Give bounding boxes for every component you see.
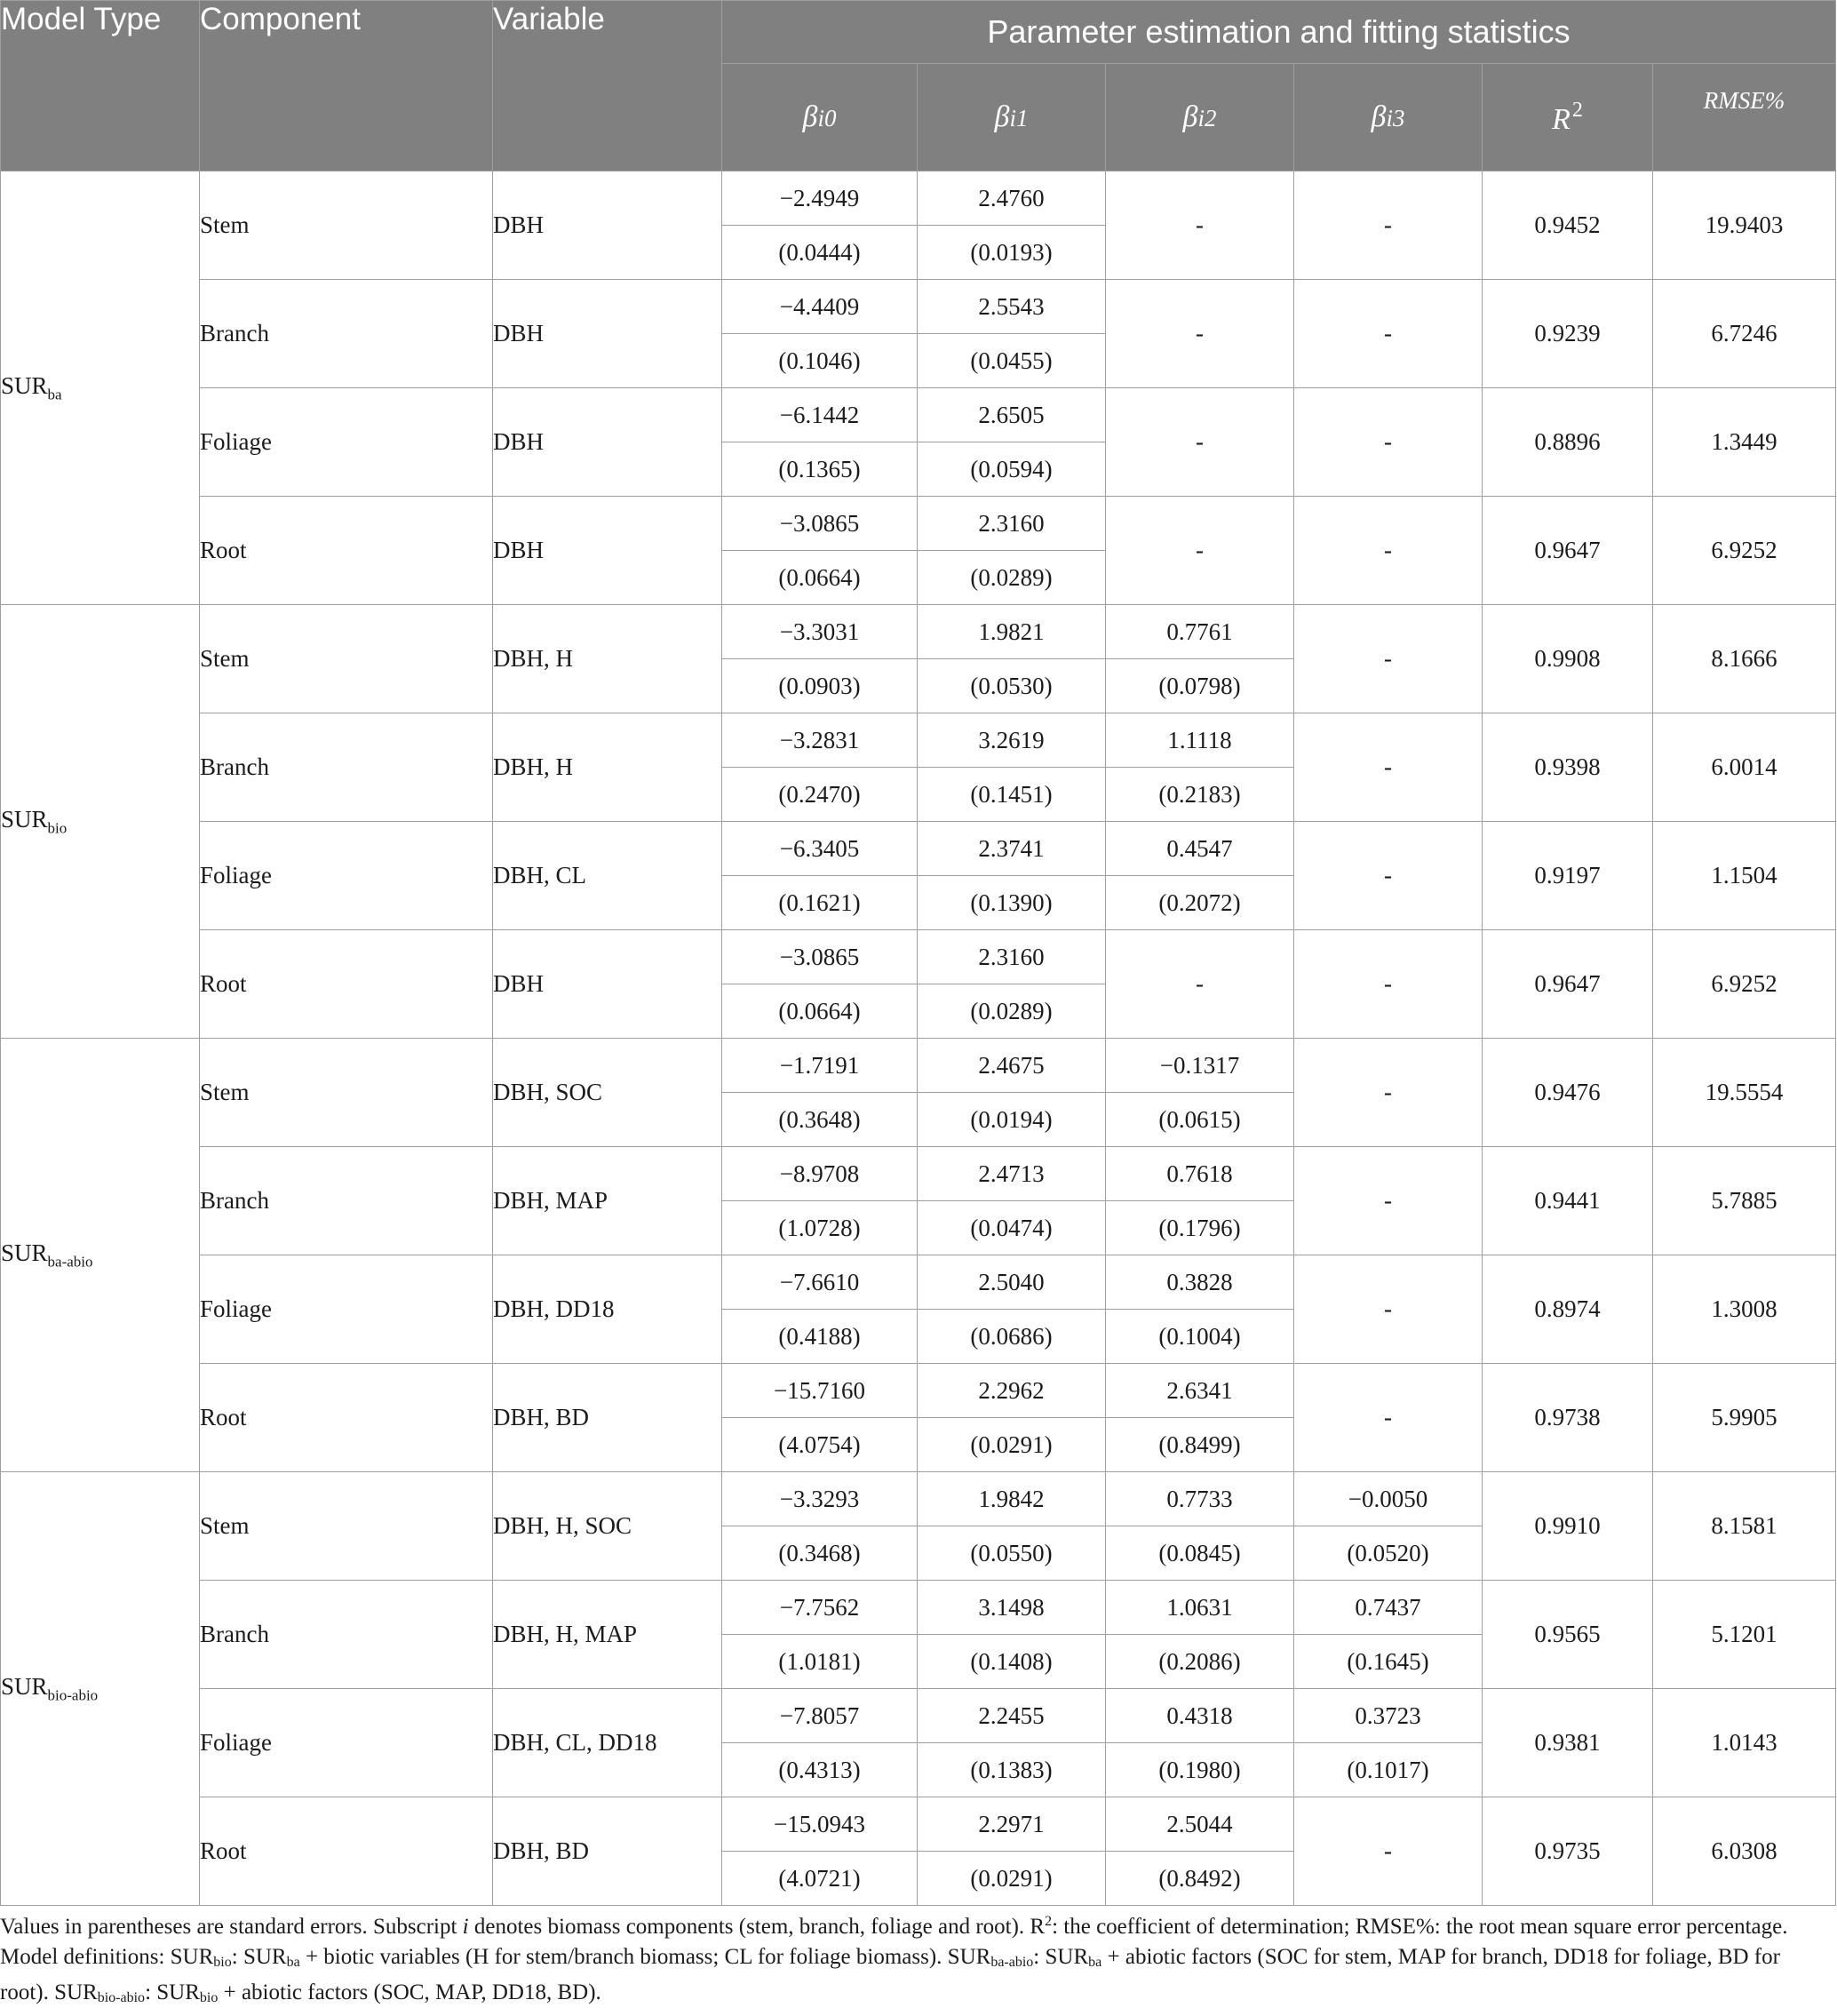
beta-0-std-error: (0.1365) [722,442,918,497]
beta-3-empty: - [1294,1147,1483,1255]
beta-0-std-error: (1.0181) [722,1635,918,1689]
r2-cell: 0.9398 [1483,713,1653,822]
table-row [1,1797,1836,1852]
beta-0-std-error: (0.0444) [722,226,918,280]
component-cell: Branch [200,280,493,388]
header-parameter-group: Parameter estimation and fitting statistics [722,1,1836,64]
beta-0-estimate: −6.1442 [722,388,918,442]
beta-3-estimate: −0.0050 [1294,1472,1483,1526]
model-type-subscript: ba [47,386,62,403]
beta-3-std-error: (0.0520) [1294,1526,1483,1581]
beta-2-std-error: (0.1004) [1106,1310,1294,1364]
model-type-label: SUR [1,1672,48,1700]
beta-2-estimate: 0.4547 [1106,822,1294,876]
r2-cell: 0.9565 [1483,1581,1653,1689]
component-cell: Branch [200,1581,493,1689]
variable-cell: DBH, DD18 [493,1255,722,1364]
beta-3-empty: - [1294,1364,1483,1472]
rmse-cell: 19.5554 [1653,1039,1836,1147]
component-cell: Stem [200,1472,493,1581]
rmse-cell: 1.3008 [1653,1255,1836,1364]
beta-2-std-error: (0.2086) [1106,1635,1294,1689]
beta-1-std-error: (0.0550) [918,1526,1106,1581]
beta-2-empty: - [1106,930,1294,1039]
beta-2-std-error: (0.2072) [1106,876,1294,930]
beta-3-empty: - [1294,497,1483,605]
beta-2-estimate: −0.1317 [1106,1039,1294,1093]
variable-cell: DBH, BD [493,1797,722,1906]
beta-2-estimate: 2.6341 [1106,1364,1294,1418]
header-beta-3: βi3 [1294,64,1483,171]
table-row [1,1581,1836,1635]
rmse-cell: 5.7885 [1653,1147,1836,1255]
beta-0-std-error: (0.1046) [722,334,918,388]
beta-1-std-error: (0.1390) [918,876,1106,930]
rmse-cell: 6.7246 [1653,280,1836,388]
beta-2-estimate: 1.0631 [1106,1581,1294,1635]
beta-2-std-error: (0.0845) [1106,1526,1294,1581]
beta-0-std-error: (4.0721) [722,1852,918,1906]
r2-cell: 0.9647 [1483,930,1653,1039]
header-component: Component [200,1,493,171]
component-cell: Foliage [200,1255,493,1364]
beta-3-empty: - [1294,822,1483,930]
rmse-cell: 6.9252 [1653,497,1836,605]
beta-1-std-error: (0.0686) [918,1310,1106,1364]
rmse-cell: 5.9905 [1653,1364,1836,1472]
beta-2-std-error: (0.1796) [1106,1201,1294,1255]
beta-0-std-error: (0.0664) [722,551,918,605]
table-row [1,1472,1836,1526]
r2-cell: 0.9908 [1483,605,1653,713]
table-row [1,1255,1836,1310]
beta-2-estimate: 0.7733 [1106,1472,1294,1526]
variable-cell: DBH, BD [493,1364,722,1472]
beta-1-estimate: 1.9821 [918,605,1106,659]
beta-1-estimate: 2.5040 [918,1255,1106,1310]
beta-2-estimate: 1.1118 [1106,713,1294,768]
beta-1-std-error: (0.0455) [918,334,1106,388]
header-beta-0: βi0 [722,64,918,171]
r2-cell: 0.9441 [1483,1147,1653,1255]
rmse-cell: 1.0143 [1653,1689,1836,1797]
beta-3-empty: - [1294,930,1483,1039]
component-cell: Branch [200,1147,493,1255]
beta-1-std-error: (0.0193) [918,226,1106,280]
header-variable: Variable [493,1,722,171]
table-row [1,1039,1836,1093]
model-type-subscript: bio [47,819,68,837]
beta-2-estimate: 2.5044 [1106,1797,1294,1852]
r2-cell: 0.9452 [1483,171,1653,280]
component-cell: Stem [200,171,493,280]
rmse-cell: 6.9252 [1653,930,1836,1039]
beta-0-estimate: −8.9708 [722,1147,918,1201]
beta-0-std-error: (0.3468) [722,1526,918,1581]
table-body [1,171,1836,1906]
beta-1-estimate: 1.9842 [918,1472,1106,1526]
beta-2-empty: - [1106,171,1294,280]
beta-2-empty: - [1106,388,1294,497]
beta-3-empty: - [1294,171,1483,280]
component-cell: Foliage [200,822,493,930]
beta-1-estimate: 2.3741 [918,822,1106,876]
beta-3-estimate: 0.3723 [1294,1689,1483,1743]
r2-cell: 0.9381 [1483,1689,1653,1797]
model-type-label: SUR [1,805,48,833]
r2-cell: 0.8896 [1483,388,1653,497]
beta-1-std-error: (0.0289) [918,984,1106,1039]
variable-cell: DBH, H, SOC [493,1472,722,1581]
beta-1-estimate: 2.3160 [918,930,1106,984]
model-type-subscript: ba-abio [47,1253,93,1271]
beta-2-std-error: (0.2183) [1106,768,1294,822]
variable-cell: DBH, H [493,605,722,713]
r2-cell: 0.9647 [1483,497,1653,605]
beta-0-estimate: −4.4409 [722,280,918,334]
table-row [1,280,1836,334]
beta-1-std-error: (0.0291) [918,1852,1106,1906]
beta-0-estimate: −3.2831 [722,713,918,768]
variable-cell: DBH, SOC [493,1039,722,1147]
variable-cell: DBH [493,930,722,1039]
model-type-cell [1,171,200,605]
variable-cell: DBH [493,171,722,280]
beta-1-estimate: 3.2619 [918,713,1106,768]
component-cell: Stem [200,1039,493,1147]
component-cell: Root [200,497,493,605]
beta-2-std-error: (0.1980) [1106,1743,1294,1797]
beta-1-std-error: (0.0474) [918,1201,1106,1255]
beta-1-std-error: (0.0291) [918,1418,1106,1472]
r2-cell: 0.9197 [1483,822,1653,930]
beta-1-estimate: 2.2455 [918,1689,1106,1743]
beta-0-std-error: (4.0754) [722,1418,918,1472]
component-cell: Foliage [200,1689,493,1797]
component-cell: Branch [200,713,493,822]
beta-2-std-error: (0.0615) [1106,1093,1294,1147]
table-row [1,1364,1836,1418]
beta-2-empty: - [1106,497,1294,605]
table-row [1,822,1836,876]
variable-cell: DBH, H, MAP [493,1581,722,1689]
table-row [1,388,1836,442]
beta-1-estimate: 2.5543 [918,280,1106,334]
beta-0-estimate: −15.0943 [722,1797,918,1852]
rmse-cell: 6.0014 [1653,713,1836,822]
beta-3-std-error: (0.1017) [1294,1743,1483,1797]
table-row [1,930,1836,984]
beta-3-std-error: (0.1645) [1294,1635,1483,1689]
r2-cell: 0.8974 [1483,1255,1653,1364]
rmse-cell: 19.9403 [1653,171,1836,280]
rmse-cell: 1.3449 [1653,388,1836,497]
beta-3-estimate: 0.7437 [1294,1581,1483,1635]
rmse-cell: 1.1504 [1653,822,1836,930]
beta-2-estimate: 0.7761 [1106,605,1294,659]
beta-2-std-error: (0.8499) [1106,1418,1294,1472]
beta-1-estimate: 2.2971 [918,1797,1106,1852]
variable-cell: DBH, H [493,713,722,822]
r2-cell: 0.9239 [1483,280,1653,388]
beta-3-empty: - [1294,1039,1483,1147]
beta-3-empty: - [1294,280,1483,388]
model-type-cell [1,1039,200,1472]
header-r2: $R^2$ [1483,64,1653,171]
beta-1-estimate: 2.4713 [918,1147,1106,1201]
rmse-cell: 6.0308 [1653,1797,1836,1906]
beta-3-empty: - [1294,605,1483,713]
beta-0-estimate: −7.6610 [722,1255,918,1310]
table-row [1,1147,1836,1201]
r2-cell: 0.9738 [1483,1364,1653,1472]
r2-cell: 0.9476 [1483,1039,1653,1147]
beta-1-std-error: (0.1451) [918,768,1106,822]
beta-2-estimate: 0.3828 [1106,1255,1294,1310]
beta-0-std-error: (0.0903) [722,659,918,713]
beta-2-empty: - [1106,280,1294,388]
beta-3-empty: - [1294,1255,1483,1364]
beta-0-std-error: (0.4313) [722,1743,918,1797]
beta-2-std-error: (0.0798) [1106,659,1294,713]
table-row [1,713,1836,768]
header-rmse: RMSE% [1653,64,1836,171]
beta-0-estimate: −3.0865 [722,497,918,551]
table-footnote: Values in parentheses are standard errors. Subscript i denotes biomass components (stem, branch, foliage and root). $R^2$: the coefficient of determination; RMSE%: the root mean square error percentage. Model definitions: SURbio: SURba + biotic variables (H for stem/branch biomass; CL for foliage biomass). SURba-abio: SURba + abiotic factors (SOC for stem, MAP for branch, DD18 for foliage, BD for root). SURbio-abio: SURbio + abiotic factors (SOC, MAP, DD18, BD). [0,1914,1788,2005]
table-row [1,171,1836,226]
rmse-cell: 5.1201 [1653,1581,1836,1689]
beta-0-estimate: −3.3031 [722,605,918,659]
beta-0-estimate: −2.4949 [722,171,918,226]
beta-1-std-error: (0.1408) [918,1635,1106,1689]
beta-2-std-error: (0.8492) [1106,1852,1294,1906]
beta-3-empty: - [1294,1797,1483,1906]
beta-1-std-error: (0.0194) [918,1093,1106,1147]
beta-2-estimate: 0.4318 [1106,1689,1294,1743]
beta-1-estimate: 2.6505 [918,388,1106,442]
beta-1-std-error: (0.0530) [918,659,1106,713]
beta-1-std-error: (0.0289) [918,551,1106,605]
beta-3-empty: - [1294,713,1483,822]
beta-0-estimate: −15.7160 [722,1364,918,1418]
beta-1-estimate: 2.4760 [918,171,1106,226]
model-type-subscript: bio-abio [47,1686,99,1704]
beta-0-std-error: (0.3648) [722,1093,918,1147]
beta-1-estimate: 3.1498 [918,1581,1106,1635]
component-cell: Root [200,1797,493,1906]
variable-cell: DBH [493,388,722,497]
beta-0-std-error: (0.2470) [722,768,918,822]
beta-0-estimate: −3.3293 [722,1472,918,1526]
table-row [1,1689,1836,1743]
beta-0-estimate: −6.3405 [722,822,918,876]
r2-cell: 0.9735 [1483,1797,1653,1906]
beta-0-std-error: (0.4188) [722,1310,918,1364]
beta-1-estimate: 2.3160 [918,497,1106,551]
component-cell: Root [200,1364,493,1472]
beta-0-estimate: −7.8057 [722,1689,918,1743]
beta-2-estimate: 0.7618 [1106,1147,1294,1201]
model-type-label: SUR [1,371,48,399]
beta-0-estimate: −7.7562 [722,1581,918,1635]
beta-0-estimate: −1.7191 [722,1039,918,1093]
r2-cell: 0.9910 [1483,1472,1653,1581]
component-cell: Foliage [200,388,493,497]
beta-3-empty: - [1294,388,1483,497]
beta-1-std-error: (0.1383) [918,1743,1106,1797]
model-type-cell [1,1472,200,1906]
rmse-cell: 8.1666 [1653,605,1836,713]
variable-cell: DBH, CL [493,822,722,930]
header-beta-2: βi2 [1106,64,1294,171]
variable-cell: DBH [493,280,722,388]
model-type-cell [1,605,200,1039]
table-row [1,605,1836,659]
variable-cell: DBH, MAP [493,1147,722,1255]
variable-cell: DBH, CL, DD18 [493,1689,722,1797]
beta-0-std-error: (1.0728) [722,1201,918,1255]
variable-cell: DBH [493,497,722,605]
header-beta-1: βi1 [918,64,1106,171]
table-row [1,497,1836,551]
model-type-label: SUR [1,1239,48,1266]
rmse-cell: 8.1581 [1653,1472,1836,1581]
beta-0-std-error: (0.0664) [722,984,918,1039]
header-model-type: Model Type [1,1,200,171]
component-cell: Stem [200,605,493,713]
beta-0-estimate: −3.0865 [722,930,918,984]
component-cell: Root [200,930,493,1039]
beta-1-estimate: 2.4675 [918,1039,1106,1093]
beta-1-estimate: 2.2962 [918,1364,1106,1418]
beta-1-std-error: (0.0594) [918,442,1106,497]
beta-0-std-error: (0.1621) [722,876,918,930]
